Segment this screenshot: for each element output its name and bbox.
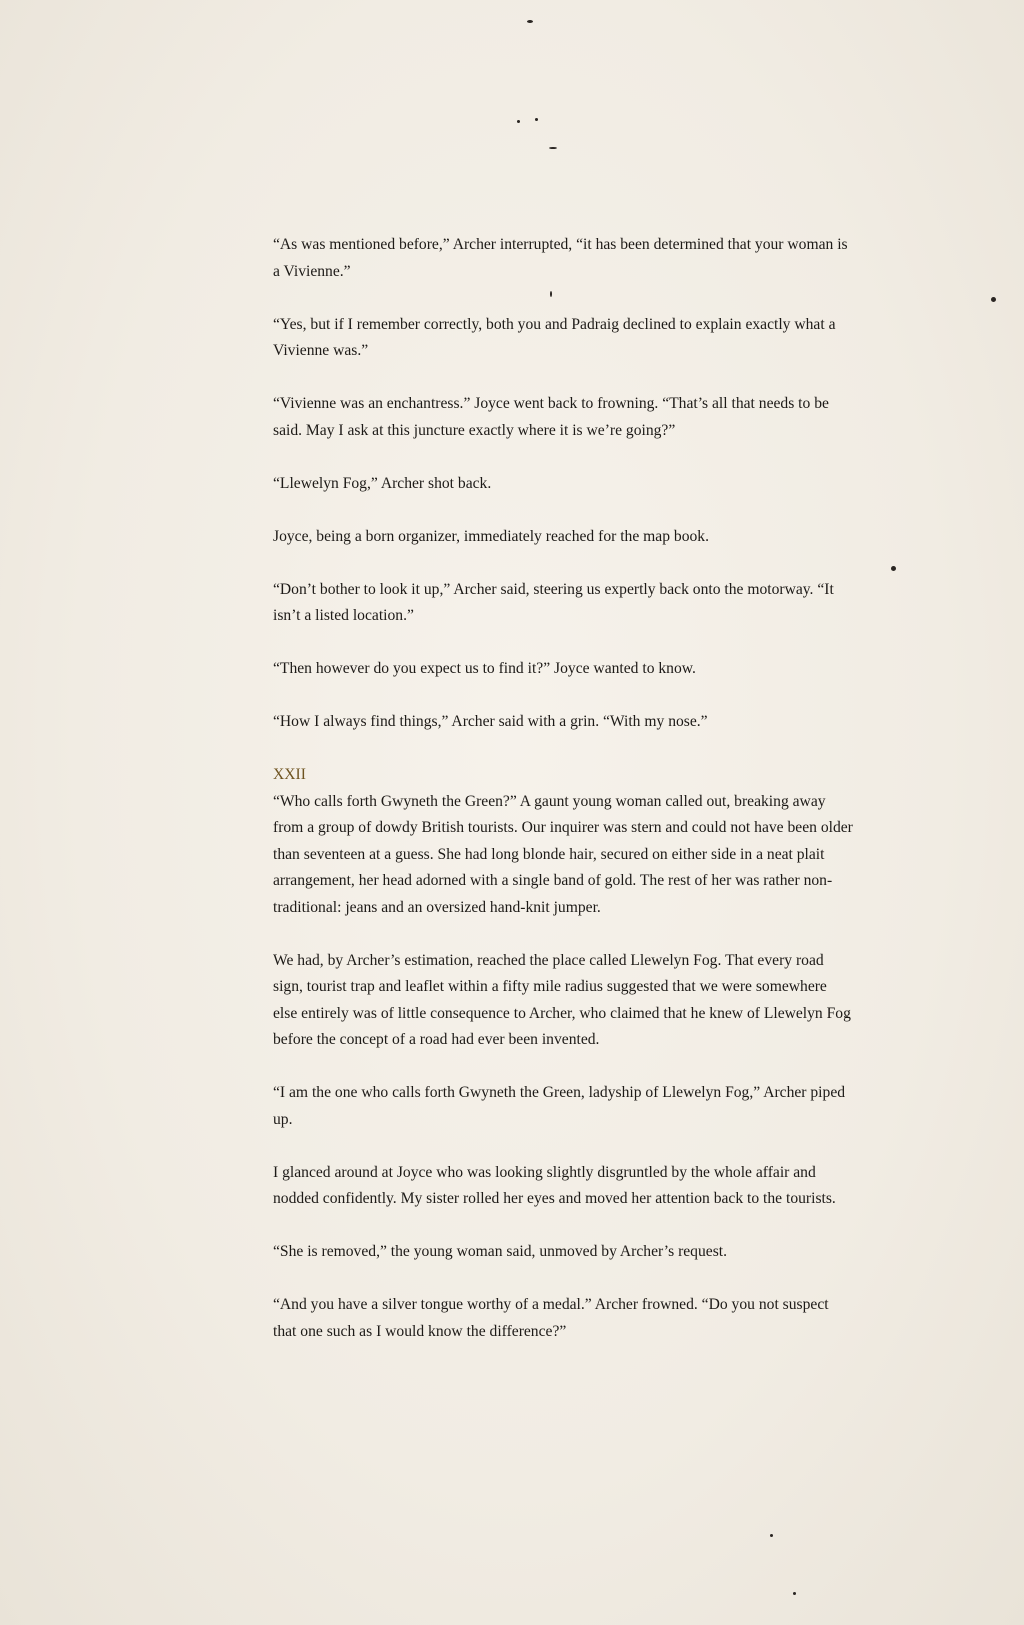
paragraph: “I am the one who calls forth Gwyneth the Green, ladyship of Llewelyn Fog,” Archer piped up. (273, 1084, 846, 1128)
paragraph: “Don’t bother to look it up,” Archer said, steering us expertly back onto the motorway. “It isn’t a listed location.” (273, 580, 834, 624)
paragraph: “Vivienne was an enchantress.” Joyce went back to frowning. “That’s all that needs to be said. May I ask at this juncture exactly where it is we’re going?” (273, 395, 829, 439)
paragraph: “Who calls forth Gwyneth the Green?” A gaunt young woman called out, breaking away from a group of dowdy British tourists. Our inquirer was stern and could not have been older than seventeen at a guess. She had long blonde hair, secured on either side in a neat plait arrangement, her head adorned with a single band of gold. The rest of her was rather non-traditional: jeans and an oversized hand-knit jumper. (273, 792, 853, 916)
paragraph: “How I always find things,” Archer said with a grin. “With my nose.” (273, 713, 708, 730)
scan-speck (991, 297, 996, 302)
scan-speck (549, 147, 557, 149)
paragraph: Joyce, being a born organizer, immediately reached for the map book. (273, 527, 709, 545)
page-text (273, 232, 853, 1345)
scan-speck (535, 118, 538, 121)
paragraph: “And you have a silver tongue worthy of a medal.” Archer frowned. “Do you not suspect that one such as I would know the difference?” (273, 1296, 829, 1340)
scan-speck (527, 20, 533, 23)
paragraph: “Llewelyn Fog,” Archer shot back. (273, 474, 492, 492)
paragraph: “As was mentioned before,” Archer interrupted, “it has been determined that your woman is a Vivienne.” (273, 236, 848, 280)
scan-speck (517, 120, 520, 123)
paragraph: “She is removed,” the young woman said, unmoved by Archer’s request. (273, 1243, 727, 1260)
chapter-heading: XXII (273, 766, 306, 783)
scan-speck (891, 566, 896, 571)
scan-speck (793, 1592, 796, 1595)
paragraph: I glanced around at Joyce who was looking slightly disgruntled by the whole affair and nodded confidently. My sister rolled her eyes and moved her attention back to the tourists. (273, 1163, 836, 1207)
paragraph: “Yes, but if I remember correctly, both you and Padraig declined to explain exactly what a Vivienne was.” (273, 315, 836, 359)
scan-speck (770, 1534, 773, 1537)
paragraph: “Then however do you expect us to find it?” Joyce wanted to know. (273, 660, 696, 677)
paragraph: We had, by Archer’s estimation, reached the place called Llewelyn Fog. That every road sign, tourist trap and leaflet within a fifty mile radius suggested that we were somewhere else entirely was of little consequence to Archer, who claimed that he knew of Llewelyn Fog before the concept of a road had ever been invented. (273, 951, 851, 1048)
